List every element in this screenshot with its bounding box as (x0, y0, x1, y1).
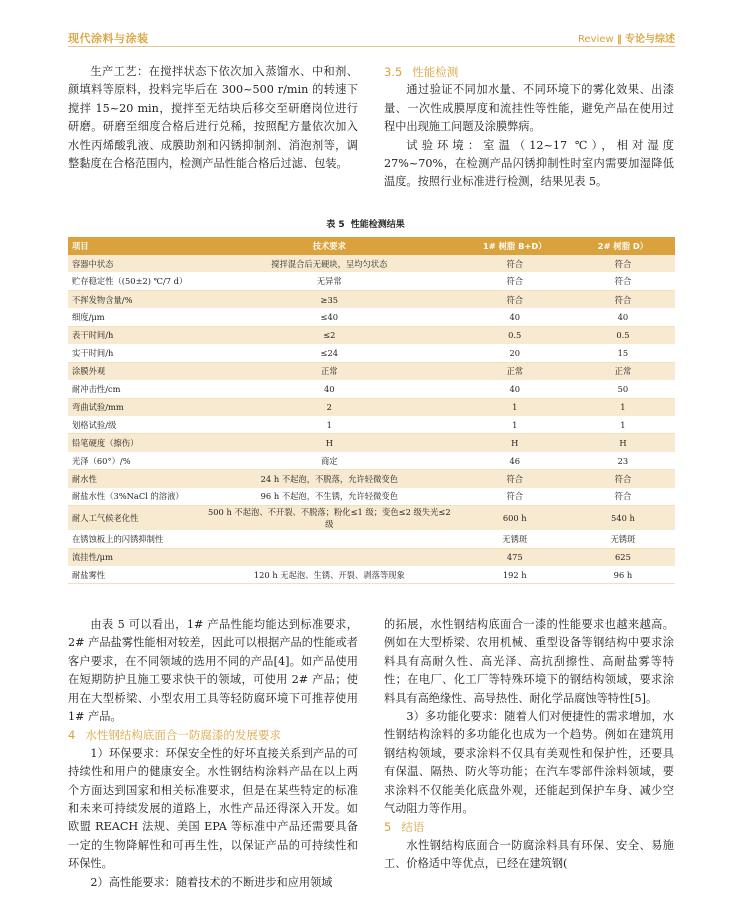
cell-sample-1: 符合 (459, 488, 571, 506)
cell-requirement: H (200, 434, 459, 452)
cell-item: 贮存稳定性（(50±2) ℃/7 d） (68, 272, 200, 290)
cell-item: 细度/μm (68, 308, 200, 326)
table-row (68, 470, 675, 488)
section-title: 水性钢结构底面合一防腐漆的发展要求 (85, 728, 281, 743)
section-title: 性能检测 (412, 65, 459, 79)
performance-table (68, 237, 675, 584)
cell-sample-2: 正常 (571, 362, 675, 380)
cell-requirement: 24 h 不起泡，不脱落，允许轻微变色 (200, 470, 459, 488)
paragraph-process: 生产工艺：在搅拌状态下依次加入蒸馏水、中和剂、颜填料等原料，投料完毕后在 300~500 r/min 的转速下搅拌 15~20 min，搅拌至无结块后移交至研磨岗位进行研磨。研磨至细度合格后进行兑稀，按照配方量依次加入水性丙烯酸乳液、成膜助剂和闪锈抑制剂、消泡剂等，调整黏度在合格范围内，检测产品性能合格后过滤、包装。 (68, 65, 358, 171)
table-row (68, 272, 675, 290)
cell-item: 耐盐雾性 (68, 566, 200, 584)
paragraph-conclusion: 水性钢结构底面合一防腐涂料具有环保、安全、易施工、价格适中等优点，已经在建筑钢( (384, 838, 674, 871)
cell-requirement: 500 h 不起泡、不开裂、不脱落；粉化≤1 级；变色≤2 级失光≤2 级 (200, 506, 459, 531)
cell-sample-2: 540 h (571, 506, 675, 531)
cell-sample-2: H (571, 434, 675, 452)
cell-item: 不挥发物含量/% (68, 290, 200, 308)
table-header-row (68, 237, 675, 255)
cell-sample-1: 46 (459, 452, 571, 470)
section-separator: ‖ (616, 34, 622, 45)
cell-sample-1: 40 (459, 380, 571, 398)
cell-requirement: 96 h 不起泡，不生锈，允许轻微变色 (200, 488, 459, 506)
table-row (68, 488, 675, 506)
cell-item: 表干时间/h (68, 326, 200, 344)
cell-requirement: 正常 (200, 362, 459, 380)
section-heading-4 (68, 726, 358, 744)
table-row (68, 416, 675, 434)
table-row (68, 398, 675, 416)
cell-sample-2: 符合 (571, 470, 675, 488)
table-body (68, 255, 675, 584)
cell-sample-2: 0.5 (571, 326, 675, 344)
cell-item: 光泽（60°）/% (68, 452, 200, 470)
cell-sample-1: H (459, 434, 571, 452)
cell-sample-2: 40 (571, 308, 675, 326)
left-column-bottom (68, 616, 358, 892)
cell-requirement: ≤40 (200, 308, 459, 326)
cell-sample-2: 1 (571, 398, 675, 416)
cell-item: 实干时间/h (68, 344, 200, 362)
table-row (68, 566, 675, 584)
cell-sample-1: 符合 (459, 272, 571, 290)
paragraph-analysis: 由表 5 可以看出，1# 产品性能均能达到标准要求，2# 产品盐雾性能相对较差，因此可以根据产品的性能或者客户要求，在不同领域的选用不同的产品[4]。如产品使用在短期防护且施工要求快干的领域，可使用 2# 产品；使用在大型桥梁、小型农用工具等轻防腐环境下可推荐使用 1# 产品。 (68, 618, 358, 724)
left-column-top (68, 63, 358, 173)
cell-requirement: 40 (200, 380, 459, 398)
header-requirement: 技术要求 (200, 237, 459, 255)
header-item: 项目 (68, 237, 200, 255)
table-label: 表 5 (326, 220, 345, 230)
table-row (68, 326, 675, 344)
section-heading-5 (384, 818, 674, 836)
cell-sample-1: 1 (459, 398, 571, 416)
paragraph-test-purpose: 通过验证不同加水量、不同环境下的雾化效果、出漆量、一次性成膜厚度和流挂性等性能，避免产品在使用过程中出现施工问题及涂膜弊病。 (384, 83, 674, 134)
section-label (578, 30, 675, 45)
cell-requirement: 1 (200, 416, 459, 434)
section-title: 结语 (401, 820, 425, 835)
cell-sample-2: 625 (571, 548, 675, 566)
table-row (68, 308, 675, 326)
section-number: 4 (68, 728, 76, 743)
cell-item: 弯曲试验/mm (68, 398, 200, 416)
cell-sample-2: 符合 (571, 272, 675, 290)
section-number: 3.5 (384, 65, 403, 79)
section-label-cn: 专论与综述 (625, 34, 675, 45)
cell-sample-1: 符合 (459, 470, 571, 488)
cell-sample-2: 50 (571, 380, 675, 398)
cell-item: 划格试验/级 (68, 416, 200, 434)
cell-item: 耐人工气候老化性 (68, 506, 200, 531)
table-row (68, 548, 675, 566)
section-number: 5 (384, 820, 392, 835)
cell-sample-2: 96 h (571, 566, 675, 584)
cell-sample-2: 符合 (571, 255, 675, 272)
cell-sample-2: 1 (571, 416, 675, 434)
cell-sample-2: 15 (571, 344, 675, 362)
cell-sample-2: 23 (571, 452, 675, 470)
table-row (68, 452, 675, 470)
cell-item: 在锈蚀板上的闪锈抑制性 (68, 530, 200, 548)
cell-sample-1: 20 (459, 344, 571, 362)
journal-name: 现代涂料与涂装 (68, 32, 149, 45)
cell-requirement: 无异常 (200, 272, 459, 290)
table-row (68, 506, 675, 531)
paragraph-env-requirement: 1）环保要求：环保安全性的好坏直接关系到产品的可持续性和用户的健康安全。水性钢结构涂料产品在以上两个方面达到国家和相关标准要求，但是在某些特定的标准和未来可持续发展的道路上，水性产品还得深入开发。如欧盟 REACH 法规、美国 EPA 等标准中产品还需要具备一定的生物降解性和可再生性，以保证产品的可持续性和环保性。 (68, 746, 358, 871)
paragraph-multifunction: 3）多功能化要求：随着人们对便捷性的需求增加，水性钢结构涂料的多功能化也成为一个趋势。例如在建筑用钢结构领域，要求涂料不仅具有美观性和保护性，还要具有保温、隔热、防火等功能；在汽车零部件涂料领域，要求涂料不仅能美化底盘外观，还能起到保护车身、减少空气动阻力等作用。 (384, 710, 674, 816)
cell-requirement: ≥35 (200, 290, 459, 308)
table-row (68, 434, 675, 452)
cell-sample-1: 192 h (459, 566, 571, 584)
cell-item: 流挂性/μm (68, 548, 200, 566)
table-caption (0, 217, 731, 230)
cell-sample-1: 符合 (459, 255, 571, 272)
table-row (68, 255, 675, 272)
cell-sample-2: 符合 (571, 488, 675, 506)
cell-sample-1: 符合 (459, 290, 571, 308)
header-sample-1: 1# 树脂 B+D） (459, 237, 571, 255)
cell-sample-1: 无锈斑 (459, 530, 571, 548)
cell-sample-2: 符合 (571, 290, 675, 308)
table-row (68, 530, 675, 548)
cell-sample-1: 600 h (459, 506, 571, 531)
cell-sample-2: 无锈斑 (571, 530, 675, 548)
right-column-top (384, 63, 674, 192)
cell-item: 耐冲击性/cm (68, 380, 200, 398)
table-row (68, 380, 675, 398)
section-label-en: Review (577, 34, 614, 45)
header-sample-2: 2# 树脂 D） (571, 237, 675, 255)
paragraph-performance-cont: 的拓展，水性钢结构底面合一漆的性能要求也越来越高。例如在大型桥梁、农用机械、重型设备等钢结构中要求涂料具有高耐久性、高光泽、高抗刮擦性、高耐盐雾等特性；在电厂、化工厂等特殊环境下的钢结构领域，要求涂料具有高绝缘性、高导热性、耐化学品腐蚀等特性[5]。 (384, 618, 674, 705)
cell-item: 容器中状态 (68, 255, 200, 272)
cell-sample-1: 0.5 (459, 326, 571, 344)
cell-sample-1: 1 (459, 416, 571, 434)
cell-requirement: ≤2 (200, 326, 459, 344)
right-column-bottom (384, 616, 674, 874)
table-row (68, 344, 675, 362)
cell-requirement: 2 (200, 398, 459, 416)
table-row (68, 290, 675, 308)
cell-item: 铅笔硬度（擦伤） (68, 434, 200, 452)
cell-sample-1: 475 (459, 548, 571, 566)
cell-item: 耐水性 (68, 470, 200, 488)
table-title: 性能检测结果 (350, 220, 405, 230)
cell-item: 涂膜外观 (68, 362, 200, 380)
cell-sample-1: 40 (459, 308, 571, 326)
cell-item: 耐盐水性（3%NaCl 的溶液） (68, 488, 200, 506)
cell-requirement (200, 548, 459, 566)
cell-requirement: 商定 (200, 452, 459, 470)
header-rule (68, 46, 675, 47)
paragraph-performance-requirement: 2）高性能要求：随着技术的不断进步和应用领域 (90, 875, 333, 889)
table-row (68, 362, 675, 380)
section-heading-3-5 (384, 63, 674, 81)
cell-requirement (200, 530, 459, 548)
cell-requirement: 搅拌混合后无硬块，呈均匀状态 (200, 255, 459, 272)
cell-sample-1: 正常 (459, 362, 571, 380)
cell-requirement: ≤24 (200, 344, 459, 362)
paragraph-test-environment: 试验环境：室温（12~17 ℃），相对湿度 27%~70%，在检测产品闪锈抑制性时室内需要加湿降低温度。按照行业标准进行检测，结果见表 5。 (384, 138, 674, 189)
cell-requirement: 120 h 无起泡、生锈、开裂、剥落等现象 (200, 566, 459, 584)
